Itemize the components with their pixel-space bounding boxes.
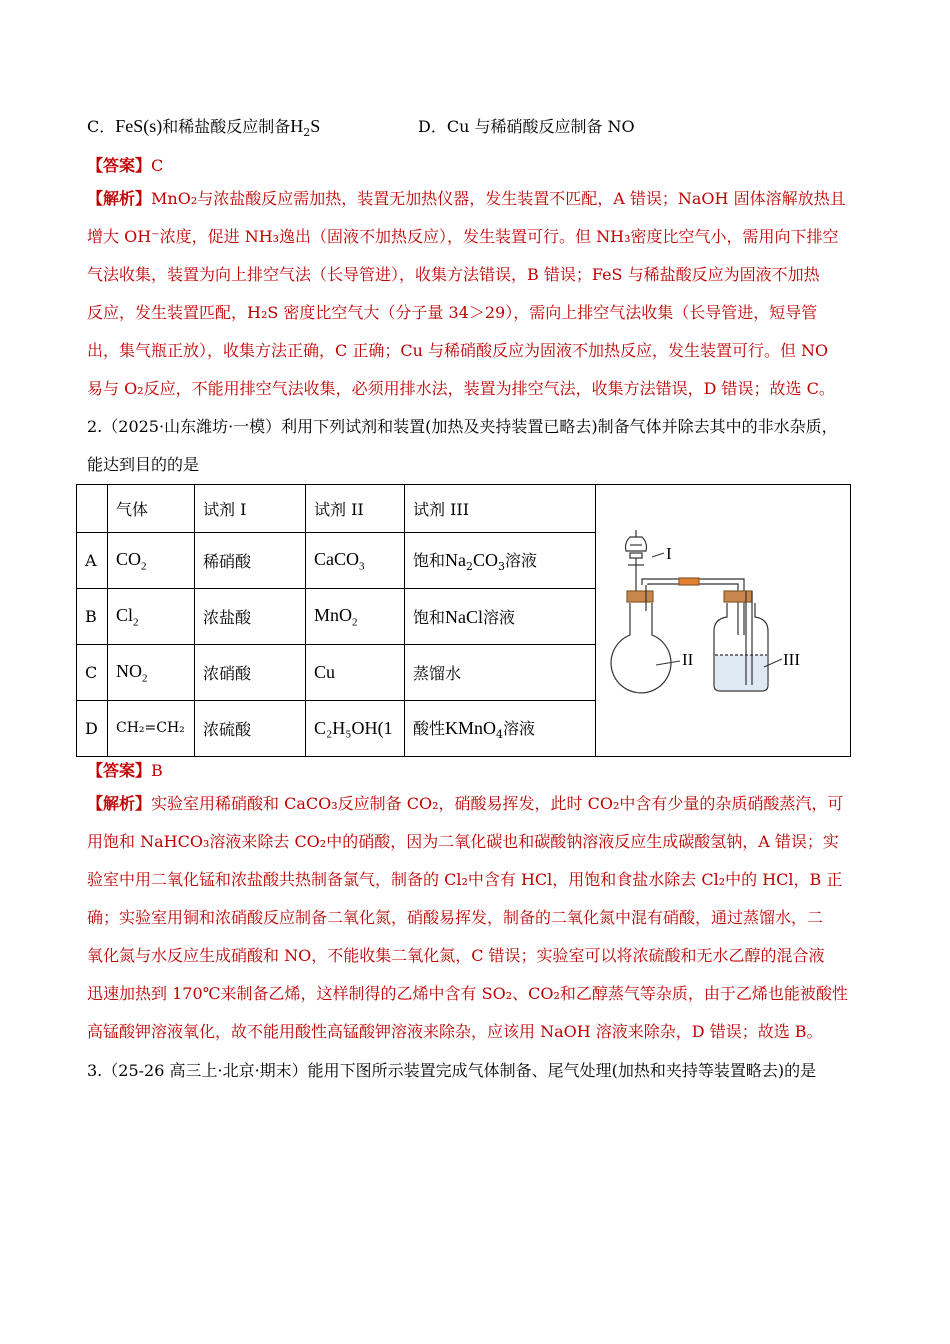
q2-stem [87, 408, 867, 484]
apparatus-cell [596, 485, 851, 757]
reagent-ii-cell: CaCO$_3$ [306, 532, 405, 588]
analysis-line: 确；实验室用铜和浓硝酸反应制备二氧化氮，硝酸易挥发，制备的二氧化氮中混有硝酸，通过蒸馏水，二 [87, 908, 824, 927]
q2-analysis [87, 785, 867, 1051]
analysis-line: 高锰酸钾溶液氧化，故不能用酸性高锰酸钾溶液来除杂，应该用 NaOH 溶液来除杂，D 错误；故选 B。 [87, 1022, 823, 1041]
delivery-tube [642, 578, 744, 635]
reagent-ii-cell: C₂H₅OH(1 [306, 700, 405, 756]
analysis-line: 气法收集，装置为向上排空气法（长导管进），收集方法错误，B 错误；FeS 与稀盐酸反应为固液不加热 [87, 265, 820, 284]
reagent-i-cell: 浓硫酸 [195, 700, 306, 756]
analysis-line: 【解析】实验室用稀硝酸和 CaCO₃反应制备 CO₂，硝酸易挥发，此时 CO₂中含有少量的杂质硝酸蒸汽，可 [87, 794, 844, 813]
option-c [87, 114, 320, 139]
option-c-product-tail: S [310, 116, 321, 136]
label-i: I [666, 544, 672, 563]
header-cell: 气体 [108, 485, 195, 533]
reagent-iii-cell: 酸性KMnO$_4$溶液 [405, 700, 596, 756]
reagent-iii-cell: 饱和NaCl溶液 [405, 588, 596, 644]
q1-answer [87, 153, 163, 176]
gas-cell: $CO_2$ [108, 532, 195, 588]
analysis-label: 【解析】 [87, 189, 152, 208]
wash-bottle [714, 591, 768, 691]
gas-cell: $Cl_2$ [108, 588, 195, 644]
option-d: D．Cu 与稀硝酸反应制备 NO [418, 117, 635, 136]
analysis-line: 验室中用二氧化锰和浓盐酸共热制备氯气，制备的 Cl₂中含有 HCl，用饱和食盐水除去 Cl₂中的 HCl，B 正 [87, 870, 843, 889]
analysis-line: 用饱和 NaHCO₃溶液来除去 CO₂中的硝酸，因为二氧化碳也和碳酸钠溶液反应生成碳酸氢钠，A 错误；实 [87, 832, 839, 851]
reagent-i-cell: 稀硝酸 [195, 532, 306, 588]
gas-cell: CH₂=CH₂ [108, 700, 195, 756]
reagent-i-cell: 浓盐酸 [195, 588, 306, 644]
answer-value: C [151, 156, 164, 175]
analysis-line: 出，集气瓶正放），收集方法正确，C 正确；Cu 与稀硝酸反应为固液不加热反应，发生装置可行。但 NO [87, 341, 829, 360]
analysis-line: 【解析】MnO₂与浓盐酸反应需加热，装置无加热仪器，发生装置不匹配，A 错误；NaOH 固体溶解放热且 [87, 189, 846, 208]
row-label: A [77, 532, 108, 588]
option-c-state: (s) [143, 116, 163, 136]
answer-label: 【答案】 [87, 761, 152, 780]
analysis-line: 反应，发生装置匹配，H₂S 密度比空气大（分子量 34＞29），需向上排空气法收集（长导管进，短导管 [87, 303, 818, 322]
reagent-iii-cell: 蒸馏水 [405, 644, 596, 700]
option-c-formula: FeS [115, 116, 144, 136]
header-cell [77, 485, 108, 533]
label-leader-i [652, 553, 664, 557]
header-cell: 试剂 II [306, 485, 405, 533]
analysis-line: 氧化氮与水反应生成硝酸和 NO，不能收集二氧化氮，C 错误；实验室可以将浓硫酸和无水乙醇的混合液 [87, 946, 825, 965]
apparatus-diagram [596, 485, 850, 752]
gas-cell: $NO_2$ [108, 644, 195, 700]
option-c-text: 和稀盐酸反应制备 [162, 117, 291, 136]
reagent-i-cell: 浓硝酸 [195, 644, 306, 700]
option-c-letter: C． [87, 117, 116, 136]
q1-analysis [87, 180, 867, 408]
option-c-product-sub: 2 [303, 126, 311, 140]
table-header-row [77, 485, 851, 533]
round-bottom-flask [611, 585, 671, 693]
q2-stem-line: 2.（2025·山东潍坊·一模）利用下列试剂和装置(加热及夹持装置已略去)制备气体并除去其中的非水杂质， [87, 417, 838, 436]
analysis-line: 易与 O₂反应，不能用排空气法收集，必须用排水法，装置为排空气法，收集方法错误，D 错误；故选 C。 [87, 379, 835, 398]
q2-stem-line: 能达到目的的是 [87, 455, 200, 474]
header-cell: 试剂 I [195, 485, 306, 533]
q2-table [76, 484, 851, 757]
row-label: D [77, 700, 108, 756]
option-c-product: H [290, 116, 304, 136]
q3-stem: 3.（25-26 高三上·北京·期末）能用下图所示装置完成气体制备、尾气处理(加热和夹持等装置略去)的是 [87, 1061, 817, 1080]
row-label: C [77, 644, 108, 700]
reagent-iii-cell: 饱和$Na_2CO_3$溶液 [405, 532, 596, 588]
label-iii: III [783, 650, 800, 669]
analysis-label: 【解析】 [87, 794, 152, 813]
reagent-ii-cell: MnO$_2$ [306, 588, 405, 644]
analysis-line: 增大 OH⁻浓度，促进 NH₃逸出（固液不加热反应），发生装置可行。但 NH₃密度比空气小，需用向下排空 [87, 227, 839, 246]
analysis-line: 迅速加热到 170℃来制备乙烯，这样制得的乙烯中含有 SO₂、CO₂和乙醇蒸气等杂质，由于乙烯也能被酸性 [87, 984, 848, 1003]
answer-label: 【答案】 [87, 156, 152, 175]
label-ii: II [682, 650, 694, 669]
row-label: B [77, 588, 108, 644]
label-leader-ii [656, 661, 680, 665]
separatory-funnel [626, 530, 647, 593]
answer-value: B [151, 761, 163, 780]
header-cell: 试剂 III [405, 485, 596, 533]
q2-answer [87, 758, 163, 781]
reagent-ii-cell: Cu [306, 644, 405, 700]
